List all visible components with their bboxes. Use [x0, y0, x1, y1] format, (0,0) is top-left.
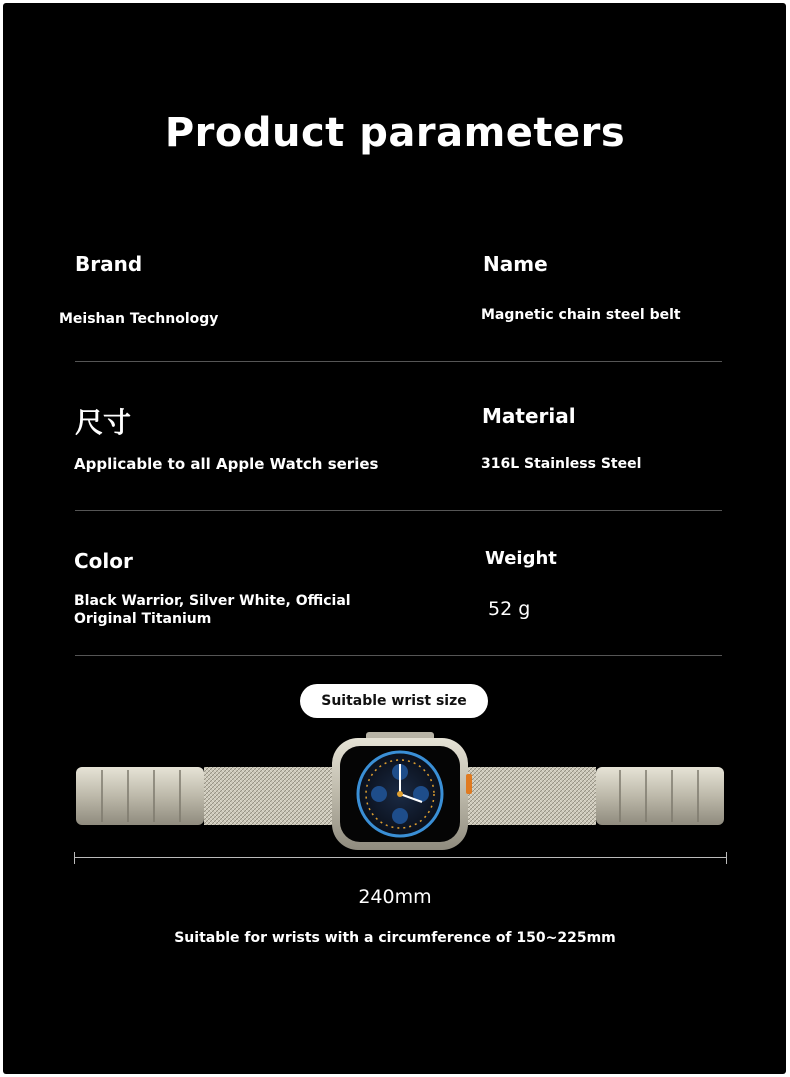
material-value: 316L Stainless Steel: [481, 456, 642, 472]
divider-2: [75, 510, 722, 511]
name-value: Magnetic chain steel belt: [481, 307, 681, 323]
size-label: 尺寸: [75, 406, 132, 439]
weight-label: Weight: [485, 548, 557, 569]
length-measure-line: [74, 852, 727, 864]
page-background: [3, 3, 786, 1074]
color-value-line2: Original Titanium: [74, 611, 212, 627]
page-title: Product parameters: [164, 110, 626, 156]
wrist-circumference-note: Suitable for wrists with a circumference of 150~225mm: [174, 930, 616, 946]
color-value-line1: Black Warrior, Silver White, Official: [74, 593, 351, 609]
divider-1: [75, 361, 722, 362]
weight-value: 52 g: [488, 598, 531, 620]
brand-value: Meishan Technology: [59, 311, 219, 327]
band-length: 240mm: [358, 886, 432, 908]
material-label: Material: [482, 404, 576, 428]
size-value: Applicable to all Apple Watch series: [74, 455, 379, 473]
color-label: Color: [74, 549, 133, 573]
wrist-size-button[interactable]: Suitable wrist size: [300, 684, 488, 718]
divider-3: [75, 655, 722, 656]
name-label: Name: [483, 252, 548, 276]
brand-label: Brand: [75, 252, 143, 276]
watch-band-image: [74, 730, 726, 856]
